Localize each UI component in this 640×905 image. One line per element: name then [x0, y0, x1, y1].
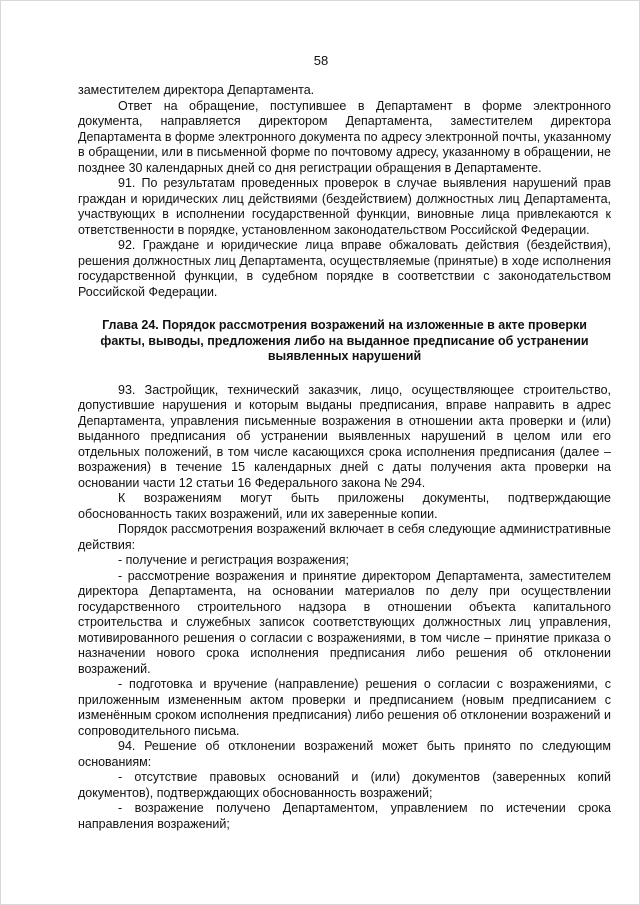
paragraph: 94. Решение об отклонении возражений может быть принято по следующим основаниям: [78, 739, 611, 769]
paragraph: Ответ на обращение, поступившее в Департамент в форме электронного документа, направляется директором Департамента, заместителем директора Департамента в форме электронного документа по адресу электронной почты, указанному в обращении, или в письменной форме по почтовому адресу, указанному в обращении, не позднее 30 календарных дней со дня регистрации обращения в Департаменте. [78, 98, 611, 175]
paragraph: К возражениям могут быть приложены документы, подтверждающие обоснованность таких возражений, или их заверенные копии. [78, 491, 611, 521]
list-item: - отсутствие правовых оснований и (или) документов (заверенных копий документов), подтверждающих обоснованность возражений; [78, 770, 611, 800]
document-body [78, 83, 611, 832]
paragraph: Порядок рассмотрения возражений включает в себя следующие административные действия: [78, 522, 611, 552]
paragraph: 92. Граждане и юридические лица вправе обжаловать действия (бездействия), решения должностных лиц Департамента, осуществляемые (принятые) в ходе исполнения государственной функции, в судебном порядке в соответствии с законодательством Российской Федерации. [78, 238, 611, 299]
chapter-heading [78, 318, 611, 365]
paragraph: заместителем директора Департамента. [78, 83, 315, 97]
page-number: 58 [313, 53, 329, 68]
paragraph: 91. По результатам проведенных проверок в случае выявления нарушений прав граждан и юридических лиц действиями (бездействием) должностных лиц Департамента, участвующих в исполнении государственной функции, виновные лица привлекаются к ответственности в порядке, установленном законодательством Российской Федерации. [78, 176, 611, 237]
paragraph: 93. Застройщик, технический заказчик, лицо, осуществляющее строительство, допустившие нарушения и которым выданы предписания, вправе направить в адрес Департамента, управления письменные возражения в отношении акта проверки и (или) выданного предписания об устранении выявленных нарушений в целом или его отдельных положений, в том числе касающихся срока исполнения предписания (далее – возражения) в течение 15 календарных дней с даты получения акта проверки на основании части 12 статьи 16 Федерального закона № 294. [78, 382, 611, 490]
list-item: - получение и регистрация возражения; [118, 553, 349, 567]
list-item: - рассмотрение возражения и принятие директором Департамента, заместителем директора Департамента, на основании материалов по делу при осуществлении государственного строительного надзора в отношении объекта капитального строительства и служебных записок соответствующих должностных лиц управления, мотивированного решения о согласии с возражениями, в том числе – принятие приказа о назначении нового срока исполнения предписания либо решения об отклонении возражений. [78, 568, 611, 676]
heading-line: выявленных нарушений [267, 349, 422, 363]
list-item: - подготовка и вручение (направление) решения о согласии с возражениями, с приложенным измененным актом проверки и предписанием (новым предписанием с изменённым сроком исполнения предписания) либо решения об отклонении возражений и сопроводительного письма. [78, 677, 611, 738]
heading-line: факты, выводы, предложения либо на выданное предписание об устранении [100, 333, 589, 348]
list-item: - возражение получено Департаментом, управлением по истечении срока направления возражений; [78, 801, 611, 831]
heading-line: Глава 24. Порядок рассмотрения возражений на изложенные в акте проверки [102, 318, 587, 332]
